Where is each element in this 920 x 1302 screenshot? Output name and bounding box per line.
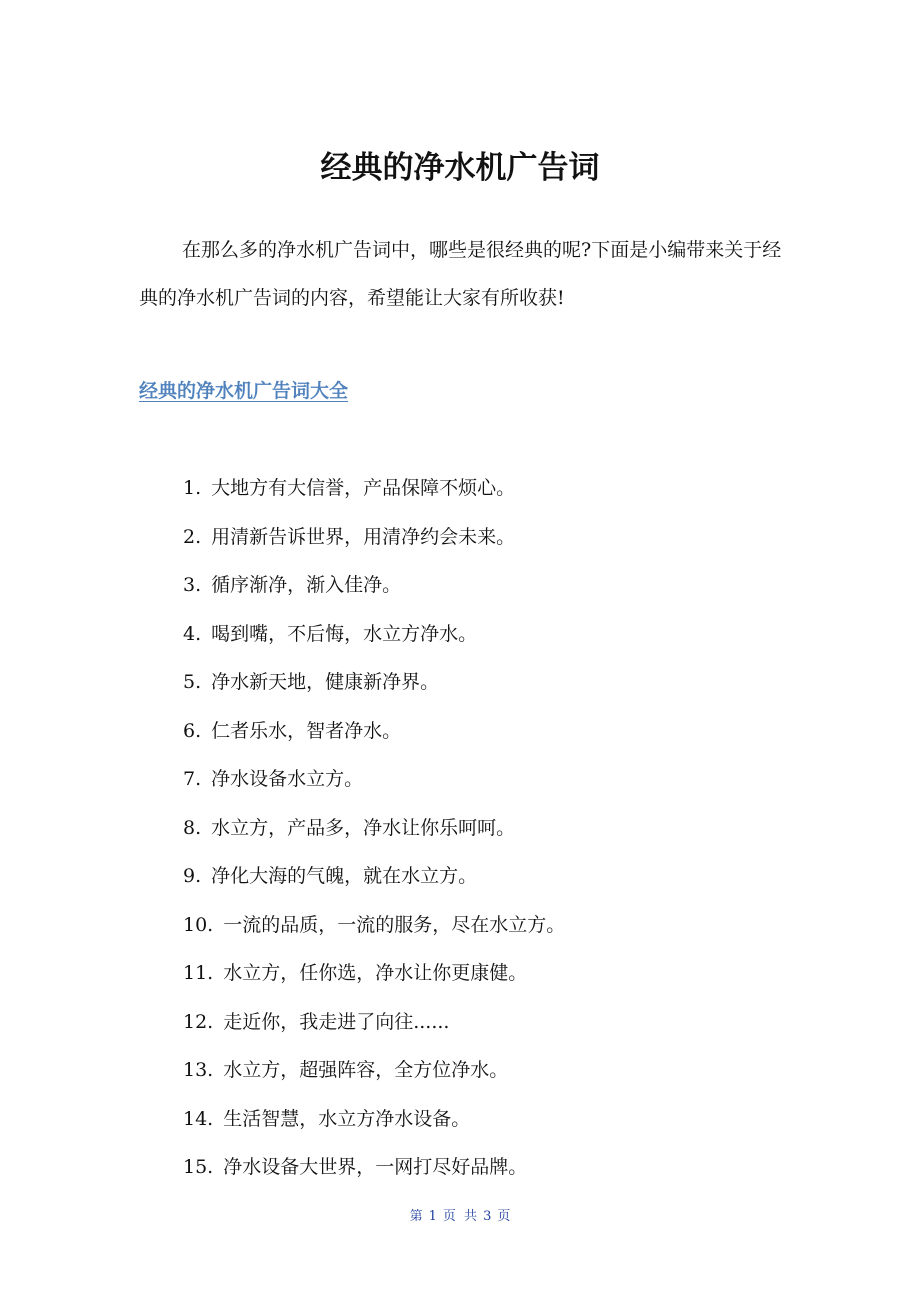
list-item-text: 喝到嘴，不后悔，水立方净水。 — [211, 622, 478, 645]
list-item — [183, 513, 565, 562]
list-item-number: 13. — [183, 1059, 214, 1081]
list-item — [183, 804, 565, 853]
footer-page-suffix: 页 — [497, 1209, 511, 1224]
list-item — [183, 949, 565, 998]
list-item-number: 6. — [183, 719, 202, 742]
slogan-list — [183, 464, 565, 1192]
list-item-number: 2. — [183, 525, 202, 548]
list-item-number: 14. — [183, 1107, 214, 1130]
list-item-text: 生活智慧，水立方净水设备。 — [223, 1107, 471, 1130]
list-item — [183, 464, 565, 513]
list-item-number: 7. — [183, 768, 202, 790]
list-item-text: 大地方有大信誉，产品保障不烦心。 — [211, 477, 516, 499]
list-item-text: 净化大海的气魄，就在水立方。 — [211, 865, 478, 887]
list-item-text: 水立方，产品多，净水让你乐呵呵。 — [211, 816, 516, 839]
list-item-text: 一流的品质，一流的服务，尽在水立方。 — [223, 913, 566, 936]
footer-page-total: 3 — [483, 1209, 492, 1224]
list-item — [183, 998, 565, 1047]
list-item-text: 净水设备大世界，一网打尽好品牌。 — [223, 1156, 528, 1178]
list-item — [183, 610, 565, 659]
page-title: 经典的净水机广告词 — [320, 150, 600, 186]
list-item — [183, 561, 565, 610]
list-item-number: 3. — [183, 574, 202, 596]
footer-page-mid: 页 共 — [442, 1209, 478, 1224]
list-item — [183, 1046, 565, 1095]
footer-page-prefix: 第 — [409, 1209, 423, 1224]
list-item-text: 净水新天地，健康新净界。 — [211, 671, 440, 693]
list-item-text: 水立方，任你选，净水让你更康健。 — [223, 962, 528, 984]
list-item-text: 循序渐净，渐入佳净。 — [211, 574, 402, 596]
list-item-number: 5. — [183, 671, 202, 693]
list-item-text: 水立方，超强阵容，全方位净水。 — [223, 1059, 509, 1081]
list-item — [183, 707, 565, 756]
list-item — [183, 852, 565, 901]
list-item — [183, 1143, 565, 1192]
list-item-number: 10. — [183, 913, 214, 936]
list-item-number: 11. — [183, 962, 214, 984]
list-item — [183, 1095, 565, 1144]
list-item-text: 仁者乐水，智者净水。 — [211, 719, 402, 742]
list-item — [183, 658, 565, 707]
list-item-number: 8. — [183, 816, 202, 839]
list-item-number: 12. — [183, 1010, 214, 1033]
list-item-number: 15. — [183, 1156, 214, 1178]
intro-paragraph: 在那么多的净水机广告词中，哪些是很经典的呢?下面是小编带来关于经典的净水机广告词的内容，希望能让大家有所收获! — [139, 239, 782, 309]
section-heading-link[interactable]: 经典的净水机广告词大全 — [139, 380, 349, 402]
list-item — [183, 901, 565, 950]
list-item-number: 9. — [183, 865, 202, 887]
list-item-text: 走近你，我走进了向往...... — [223, 1010, 450, 1033]
list-item-number: 1. — [183, 477, 202, 499]
list-item-text: 净水设备水立方。 — [211, 768, 364, 790]
page-footer — [0, 1206, 920, 1228]
list-item-number: 4. — [183, 622, 202, 645]
list-item — [183, 755, 565, 804]
footer-page-current: 1 — [428, 1209, 437, 1224]
list-item-text: 用清新告诉世界，用清净约会未来。 — [211, 525, 516, 548]
